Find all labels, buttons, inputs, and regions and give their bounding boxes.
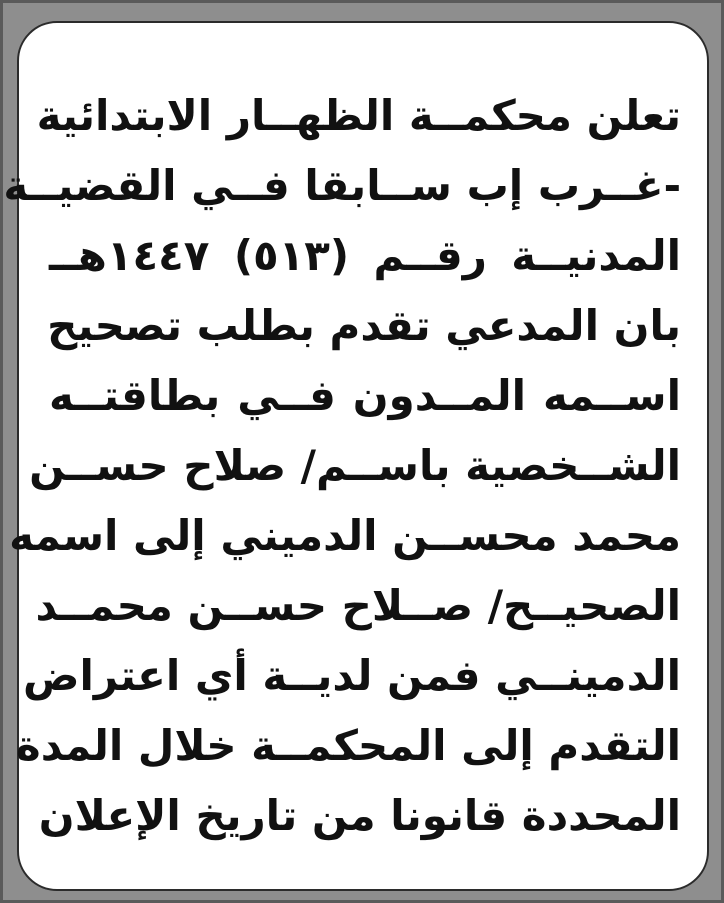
notice-line-5: اســمه المــدون فــي بطاقتــه (49, 371, 681, 420)
notice-line-9: الدمينــي فمن لديــة أي اعتراض (23, 651, 681, 700)
notice-line-8: الصحيــح/ صــلاح حســن محمــد (35, 581, 681, 630)
notice-line-4: بان المدعي تقدم بطلب تصحيح (47, 301, 681, 350)
notice-line-1: تعلن محكمــة الظهــار الابتدائية (36, 91, 681, 140)
notice-line-2: -غــرب إب ســابقا فــي القضيــة (3, 161, 681, 210)
notice-line-11: المحددة قانونا من تاريخ الإعلان (38, 791, 681, 840)
notice-line-3: المدنيــة رقــم (٥١٣) ١٤٤٧هــ (49, 231, 681, 280)
notice-line-10: التقدم إلى المحكمــة خلال المدة (15, 721, 681, 770)
notice-card (3, 21, 709, 891)
notice-body (3, 81, 681, 851)
notice-line-7: محمد محســن الدميني إلى اسمه (9, 511, 681, 560)
notice-line-6: الشــخصية باســم/ صلاح حســن (29, 441, 681, 490)
